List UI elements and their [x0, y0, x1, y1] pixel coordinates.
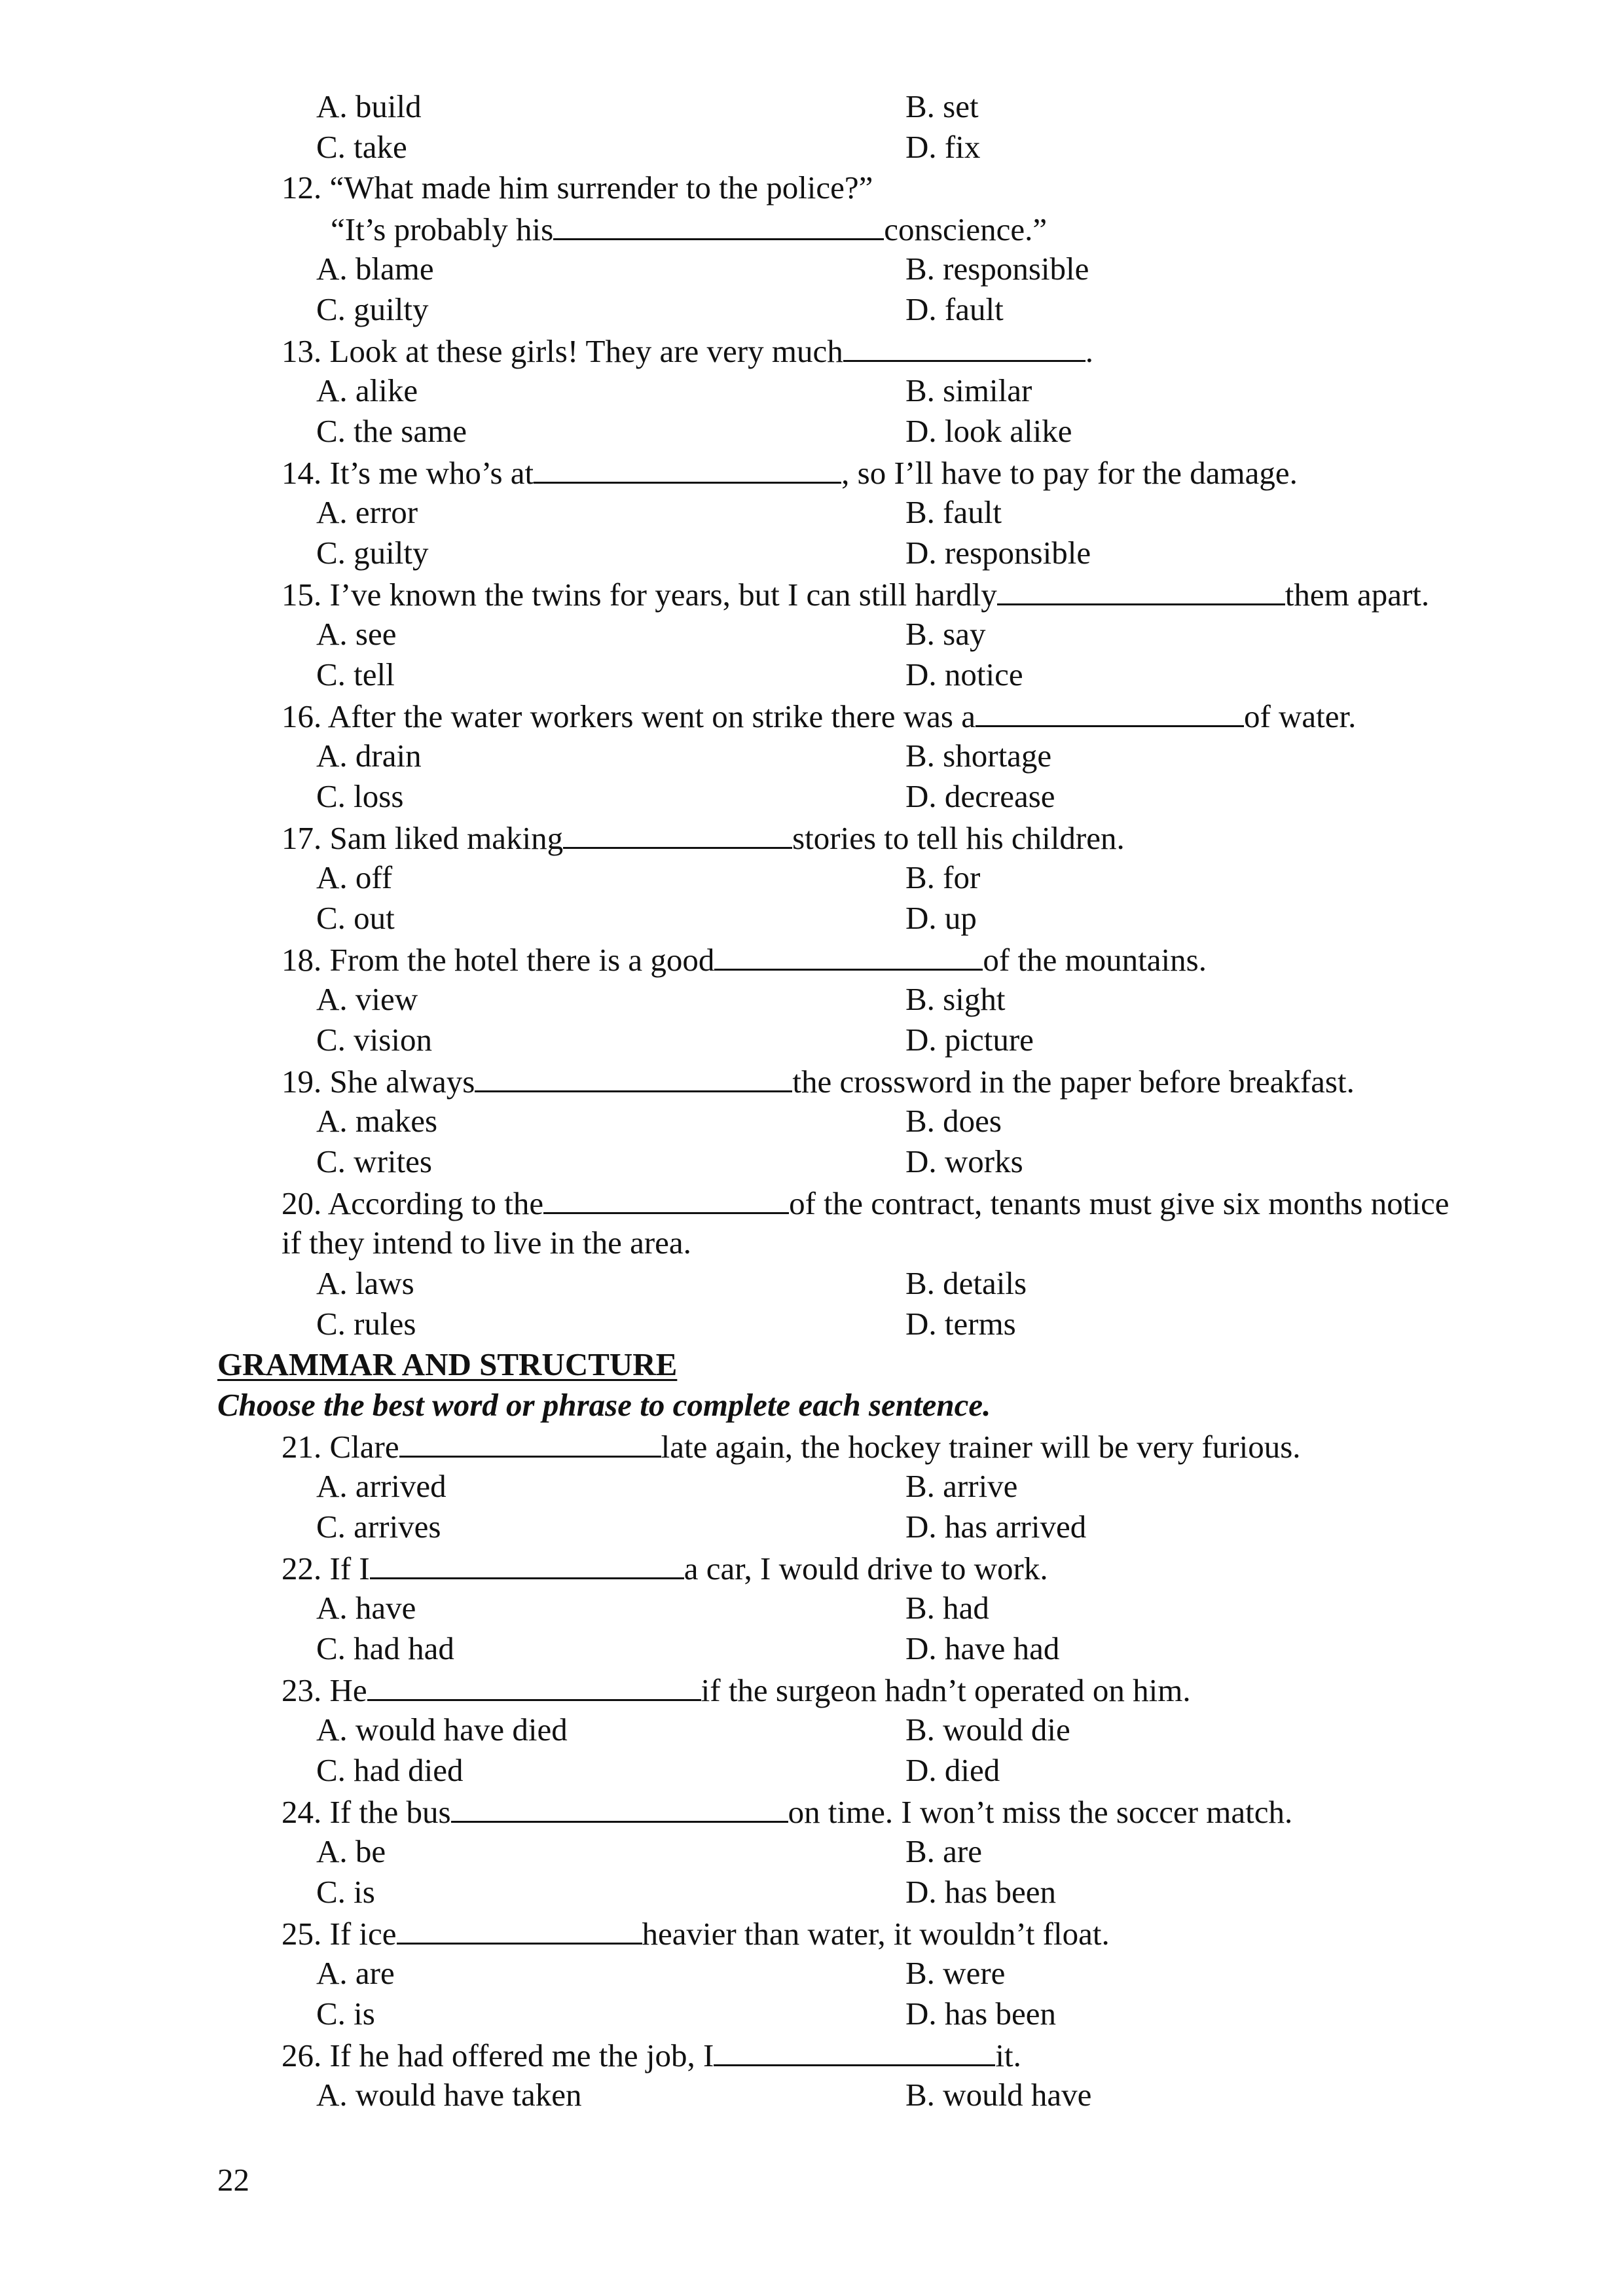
question-14-options-row-2 — [0, 533, 1623, 573]
option-c: C. vision — [316, 1022, 432, 1058]
question-13-text — [282, 330, 1093, 372]
question-text-before: 26. If he had offered me the job, I — [282, 2037, 714, 2073]
option-b: B. fault — [905, 494, 1002, 530]
section-heading-row — [0, 1344, 1623, 1385]
option-d: D. fix — [905, 129, 981, 165]
option-c: C. tell — [316, 656, 395, 692]
question-17 — [0, 817, 1623, 857]
option-a: A. view — [316, 981, 418, 1017]
answer-blank — [976, 695, 1244, 727]
question-text-before: 24. If the bus — [282, 1794, 451, 1830]
question-19-options-row-1 — [0, 1101, 1623, 1141]
question-18-options-row-1 — [0, 979, 1623, 1020]
question-18-options-row-2 — [0, 1020, 1623, 1060]
answer-blank — [451, 1791, 788, 1823]
option-c: C. out — [316, 900, 395, 936]
option-d: D. terms — [905, 1306, 1016, 1342]
option-b: B. responsible — [905, 251, 1089, 287]
option-c: C. rules — [316, 1306, 416, 1342]
question-13 — [0, 330, 1623, 370]
question-21 — [0, 1426, 1623, 1466]
option-a: A. are — [316, 1955, 395, 1991]
option-c: C. take — [316, 129, 407, 165]
option-c: C. writes — [316, 1143, 432, 1179]
question-20-options-row-1 — [0, 1263, 1623, 1304]
question-17-text — [282, 817, 1125, 859]
option-a: A. would have taken — [316, 2077, 582, 2113]
question-12-options-row-2 — [0, 289, 1623, 330]
question-15-text — [282, 573, 1429, 615]
question-text-before: 15. I’ve known the twins for years, but I can still hardly — [282, 577, 997, 613]
option-d: D. look alike — [905, 413, 1072, 449]
question-12 — [0, 168, 1623, 208]
option-a: A. build — [316, 88, 422, 124]
option-d: D. has been — [905, 1874, 1056, 1910]
question-24-options-row-1 — [0, 1831, 1623, 1872]
question-text-after: it. — [995, 2037, 1021, 2073]
question-text-before: “It’s probably his — [331, 211, 554, 247]
question-text-before: 20. According to the — [282, 1185, 544, 1221]
option-b: B. are — [905, 1833, 982, 1869]
option-a: A. drain — [316, 738, 422, 774]
option-b: B. would die — [905, 1712, 1070, 1748]
option-a: A. see — [316, 616, 397, 652]
question-23-text — [282, 1669, 1191, 1711]
option-a: A. off — [316, 859, 393, 895]
option-b: B. sight — [905, 981, 1006, 1017]
answer-blank — [714, 2034, 995, 2066]
section-instruction-row — [0, 1385, 1623, 1426]
question-text-before: 16. After the water workers went on strike there was a — [282, 698, 976, 734]
section-instruction: Choose the best word or phrase to complete each sentence. — [217, 1387, 991, 1423]
question-22-options-row-1 — [0, 1588, 1623, 1628]
question-19-options-row-2 — [0, 1141, 1623, 1182]
question-text-after: a car, I would drive to work. — [684, 1551, 1048, 1587]
page-number: 22 — [217, 2162, 249, 2198]
question-text-before: 14. It’s me who’s at — [282, 455, 534, 491]
question-21-options-row-1 — [0, 1466, 1623, 1507]
question-12-quote — [0, 208, 1623, 249]
option-b: B. does — [905, 1103, 1002, 1139]
answer-blank — [843, 330, 1085, 362]
question-16 — [0, 695, 1623, 736]
option-b: B. set — [905, 88, 979, 124]
option-d: D. have had — [905, 1630, 1060, 1666]
option-c: C. guilty — [316, 291, 429, 327]
option-c: C. is — [316, 1996, 375, 2032]
option-c: C. is — [316, 1874, 375, 1910]
question-22-text — [282, 1547, 1048, 1589]
question-14 — [0, 452, 1623, 492]
option-a: A. error — [316, 494, 418, 530]
question-24 — [0, 1791, 1623, 1831]
question-20-options-row-2 — [0, 1304, 1623, 1344]
question-22-options-row-2 — [0, 1628, 1623, 1669]
question-13-options-row-2 — [0, 411, 1623, 452]
question-12-quote-text — [331, 208, 1047, 250]
question-text-before: 25. If ice — [282, 1916, 397, 1952]
question-text-before: 23. He — [282, 1672, 367, 1708]
question-21-options-row-2 — [0, 1507, 1623, 1547]
option-a: A. be — [316, 1833, 386, 1869]
question-19 — [0, 1060, 1623, 1101]
option-d: D. picture — [905, 1022, 1034, 1058]
option-a: A. have — [316, 1590, 416, 1626]
question-26-options-row-1 — [0, 2075, 1623, 2115]
answer-blank — [370, 1547, 684, 1579]
question-25-options-row-2 — [0, 1994, 1623, 2034]
option-b: B. were — [905, 1955, 1006, 1991]
question-12-options-row-1 — [0, 249, 1623, 289]
option-b: B. for — [905, 859, 981, 895]
question-12-text: 12. “What made him surrender to the police?” — [282, 170, 873, 206]
carryover-options-row-2 — [0, 127, 1623, 168]
question-text-after: of the contract, tenants must give six months notice — [789, 1185, 1450, 1221]
option-a: A. makes — [316, 1103, 438, 1139]
question-14-options-row-1 — [0, 492, 1623, 533]
answer-blank — [534, 452, 841, 484]
question-text-before: 13. Look at these girls! They are very much — [282, 333, 843, 369]
option-a: A. blame — [316, 251, 434, 287]
question-text-after: late again, the hockey trainer will be very furious. — [661, 1429, 1301, 1465]
option-b: B. would have — [905, 2077, 1092, 2113]
option-d: D. notice — [905, 656, 1023, 692]
option-a: A. laws — [316, 1265, 414, 1301]
question-text-before: 19. She always — [282, 1064, 475, 1100]
question-text-after: the crossword in the paper before breakfast. — [792, 1064, 1355, 1100]
question-18 — [0, 939, 1623, 979]
option-a: A. alike — [316, 372, 418, 408]
option-d: D. responsible — [905, 535, 1091, 571]
option-d: D. has arrived — [905, 1509, 1087, 1545]
question-21-text — [282, 1426, 1301, 1467]
question-text-after: heavier than water, it wouldn’t float. — [642, 1916, 1110, 1952]
question-17-options-row-1 — [0, 857, 1623, 898]
answer-blank — [367, 1669, 701, 1701]
question-text-before: 17. Sam liked making — [282, 820, 564, 856]
answer-blank — [399, 1426, 661, 1458]
question-15 — [0, 573, 1623, 614]
section-heading: GRAMMAR AND STRUCTURE — [217, 1346, 678, 1382]
option-b: B. arrive — [905, 1468, 1018, 1504]
option-b: B. say — [905, 616, 986, 652]
question-text-before: 21. Clare — [282, 1429, 399, 1465]
answer-blank — [397, 1912, 642, 1945]
question-26 — [0, 2034, 1623, 2075]
option-a: A. would have died — [316, 1712, 568, 1748]
option-d: D. decrease — [905, 778, 1055, 814]
question-18-text — [282, 939, 1207, 980]
question-20-continuation — [0, 1223, 1623, 1263]
option-b: B. shortage — [905, 738, 1052, 774]
question-16-text — [282, 695, 1356, 737]
option-a: A. arrived — [316, 1468, 447, 1504]
question-text-after: , so I’ll have to pay for the damage. — [841, 455, 1298, 491]
question-20-text — [282, 1182, 1449, 1224]
question-15-options-row-2 — [0, 655, 1623, 695]
option-d: D. has been — [905, 1996, 1056, 2032]
question-13-options-row-1 — [0, 370, 1623, 411]
option-b: B. similar — [905, 372, 1032, 408]
question-25-options-row-1 — [0, 1953, 1623, 1994]
question-24-text — [282, 1791, 1292, 1833]
option-b: B. details — [905, 1265, 1027, 1301]
option-d: D. up — [905, 900, 977, 936]
carryover-options-row-1 — [0, 86, 1623, 127]
option-c: C. had had — [316, 1630, 454, 1666]
option-c: C. had died — [316, 1752, 464, 1788]
question-25 — [0, 1912, 1623, 1953]
option-d: D. fault — [905, 291, 1004, 327]
question-19-text — [282, 1060, 1355, 1102]
question-14-text — [282, 452, 1298, 493]
question-22 — [0, 1547, 1623, 1588]
question-text-before: 22. If I — [282, 1551, 370, 1587]
question-26-text — [282, 2034, 1021, 2076]
question-text-after: them apart. — [1285, 577, 1430, 613]
option-d: D. works — [905, 1143, 1023, 1179]
question-23-options-row-1 — [0, 1710, 1623, 1750]
answer-blank — [543, 1182, 789, 1214]
option-c: C. loss — [316, 778, 404, 814]
question-text-after: conscience.” — [884, 211, 1048, 247]
question-text-after: on time. I won’t miss the soccer match. — [788, 1794, 1293, 1830]
answer-blank — [997, 573, 1285, 605]
question-25-text — [282, 1912, 1110, 1954]
question-15-options-row-1 — [0, 614, 1623, 655]
question-23-options-row-2 — [0, 1750, 1623, 1791]
question-text-after: stories to tell his children. — [792, 820, 1125, 856]
question-text-after: of the mountains. — [983, 942, 1207, 978]
answer-blank — [563, 817, 792, 849]
answer-blank — [553, 208, 884, 240]
option-d: D. died — [905, 1752, 1000, 1788]
question-17-options-row-2 — [0, 898, 1623, 939]
question-text-after: . — [1085, 333, 1093, 369]
option-c: C. arrives — [316, 1509, 441, 1545]
option-c: C. guilty — [316, 535, 429, 571]
question-text-before: 18. From the hotel there is a good — [282, 942, 715, 978]
question-16-options-row-1 — [0, 736, 1623, 776]
question-24-options-row-2 — [0, 1872, 1623, 1912]
question-20 — [0, 1182, 1623, 1223]
option-c: C. the same — [316, 413, 467, 449]
answer-blank — [714, 939, 983, 971]
question-16-options-row-2 — [0, 776, 1623, 817]
question-text-after: of water. — [1243, 698, 1357, 734]
answer-blank — [475, 1060, 792, 1092]
option-b: B. had — [905, 1590, 989, 1626]
question-23 — [0, 1669, 1623, 1710]
question-text-after: if the surgeon hadn’t operated on him. — [701, 1672, 1191, 1708]
question-20-continuation-text: if they intend to live in the area. — [282, 1225, 691, 1261]
